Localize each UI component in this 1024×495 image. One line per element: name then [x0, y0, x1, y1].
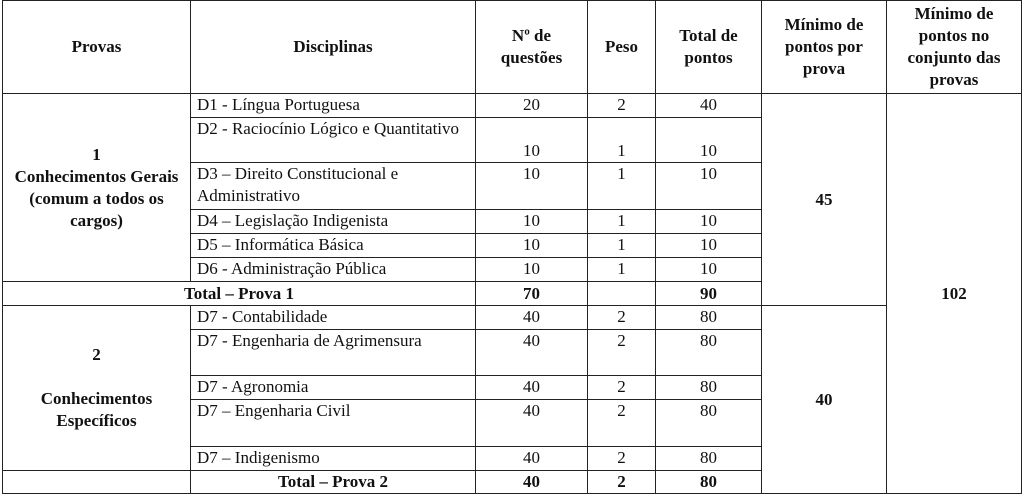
header-provas: Provas — [3, 1, 191, 94]
total-pontos-cell: 80 — [656, 447, 762, 471]
peso-cell: 1 — [588, 210, 656, 234]
prova1-total-pontos: 90 — [656, 282, 762, 306]
scoring-table — [2, 0, 1022, 494]
total-pontos-cell: 10 — [656, 210, 762, 234]
questoes-cell: 40 — [476, 330, 588, 376]
total-pontos-cell: 10 — [656, 118, 762, 163]
discipline-cell: D7 - Agronomia — [191, 376, 476, 400]
header-disciplinas: Disciplinas — [191, 1, 476, 94]
prova1-name: Conhecimentos Gerais (comum a todos os cargos) — [14, 166, 179, 230]
prova2-total-questoes: 40 — [476, 471, 588, 494]
header-minimo-conjunto: Mínimo de pontos no conjunto das provas — [887, 1, 1022, 94]
peso-cell: 1 — [588, 258, 656, 282]
header-total-pontos: Total de pontos — [656, 1, 762, 94]
peso-cell: 2 — [588, 376, 656, 400]
total-pontos-cell: 10 — [656, 163, 762, 210]
questoes-cell: 40 — [476, 306, 588, 330]
prova1-minimo: 45 — [762, 94, 887, 306]
peso-cell: 1 — [588, 163, 656, 210]
total-pontos-cell: 10 — [656, 258, 762, 282]
total-pontos-cell: 80 — [656, 400, 762, 447]
prova1-group-cell — [3, 94, 191, 282]
peso-cell: 2 — [588, 400, 656, 447]
discipline-cell: D7 - Engenharia de Agrimensura — [191, 330, 476, 376]
discipline-cell: D6 - Administração Pública — [191, 258, 476, 282]
questoes-cell: 40 — [476, 400, 588, 447]
prova2-total-pontos: 80 — [656, 471, 762, 494]
header-row — [3, 1, 1022, 94]
header-n-questoes: Nº de questões — [476, 1, 588, 94]
discipline-cell: D7 - Contabilidade — [191, 306, 476, 330]
discipline-cell: D5 – Informática Básica — [191, 234, 476, 258]
discipline-cell: D1 - Língua Portuguesa — [191, 94, 476, 118]
peso-cell: 2 — [588, 94, 656, 118]
prova2-minimo: 40 — [762, 306, 887, 494]
prova1-total-questoes: 70 — [476, 282, 588, 306]
prova1-total-label: Total – Prova 1 — [3, 282, 476, 306]
prova2-number: 2 — [92, 345, 101, 364]
questoes-cell: 40 — [476, 447, 588, 471]
minimo-conjunto-value: 102 — [887, 94, 1022, 494]
discipline-cell: D3 – Direito Constitucional e Administrativo — [191, 163, 476, 210]
header-peso: Peso — [588, 1, 656, 94]
peso-cell: 1 — [588, 118, 656, 163]
peso-cell: 2 — [588, 447, 656, 471]
total-pontos-cell: 10 — [656, 234, 762, 258]
questoes-cell: 20 — [476, 94, 588, 118]
questoes-cell: 10 — [476, 258, 588, 282]
discipline-cell: D2 - Raciocínio Lógico e Quantitativo — [191, 118, 476, 163]
total-pontos-cell: 40 — [656, 94, 762, 118]
discipline-cell: D7 – Indigenismo — [191, 447, 476, 471]
prova2-spacer — [7, 366, 186, 388]
table-row — [3, 94, 1022, 118]
peso-cell: 1 — [588, 234, 656, 258]
total-pontos-cell: 80 — [656, 330, 762, 376]
questoes-cell: 10 — [476, 163, 588, 210]
total-pontos-cell: 80 — [656, 376, 762, 400]
prova2-name: Conhecimentos Específicos — [40, 389, 153, 430]
total-pontos-cell: 80 — [656, 306, 762, 330]
prova1-total-peso-empty — [588, 282, 656, 306]
peso-cell: 2 — [588, 330, 656, 376]
header-minimo-por-prova: Mínimo de pontos por prova — [762, 1, 887, 94]
questoes-cell: 10 — [476, 118, 588, 163]
prova2-total-empty — [3, 471, 191, 494]
prova2-total-peso: 2 — [588, 471, 656, 494]
questoes-cell: 10 — [476, 210, 588, 234]
prova2-total-label: Total – Prova 2 — [191, 471, 476, 494]
questoes-cell: 40 — [476, 376, 588, 400]
discipline-cell: D7 – Engenharia Civil — [191, 400, 476, 447]
peso-cell: 2 — [588, 306, 656, 330]
questoes-cell: 10 — [476, 234, 588, 258]
prova1-number: 1 — [92, 144, 101, 164]
discipline-cell: D4 – Legislação Indigenista — [191, 210, 476, 234]
table-row — [3, 306, 1022, 330]
prova2-group-cell — [3, 306, 191, 471]
